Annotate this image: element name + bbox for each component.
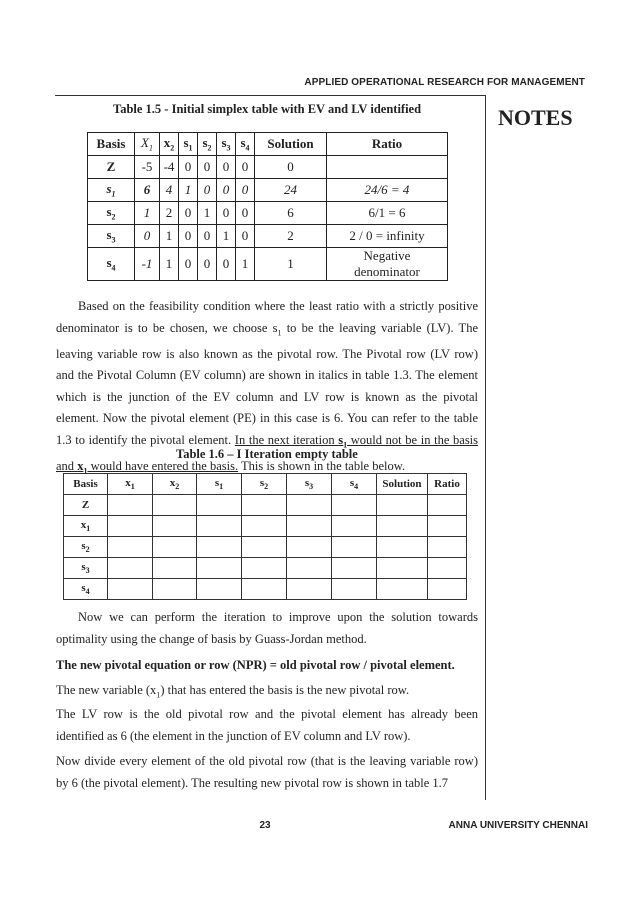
table-cell: 0 bbox=[217, 156, 236, 179]
header-cell: $x_2$ bbox=[160, 133, 179, 156]
table-row bbox=[64, 579, 467, 600]
table-cell: -5 bbox=[135, 156, 160, 179]
table-cell: 24/6 = 4 bbox=[327, 179, 448, 202]
table-cell: 0 bbox=[217, 179, 236, 202]
table-row bbox=[88, 156, 448, 179]
table-row bbox=[64, 495, 467, 516]
table-row bbox=[64, 537, 467, 558]
table-header-row bbox=[64, 474, 467, 495]
table-cell: 1 bbox=[179, 179, 198, 202]
table-cell: 0 bbox=[179, 156, 198, 179]
table-cell: 0 bbox=[255, 156, 327, 179]
header-cell: $s_4$ bbox=[332, 474, 377, 495]
header-cell: $s_4$ bbox=[236, 133, 255, 156]
header-cell: Ratio bbox=[327, 133, 448, 156]
table-cell: 2 bbox=[160, 202, 179, 225]
basis-cell: $s_2$ bbox=[88, 202, 135, 225]
basis-cell: $s_2$ bbox=[64, 537, 108, 558]
header-cell: Ratio bbox=[428, 474, 467, 495]
header-cell: $s_2$ bbox=[198, 133, 217, 156]
header-rule bbox=[55, 95, 486, 96]
header-cell: $s_1$ bbox=[197, 474, 242, 495]
table-cell: 0 bbox=[236, 156, 255, 179]
basis-cell: Z bbox=[88, 156, 135, 179]
table-cell: -4 bbox=[160, 156, 179, 179]
basis-cell: $s_4$ bbox=[64, 579, 108, 600]
table-cell: 6/1 = 6 bbox=[327, 202, 448, 225]
header-cell: $x_2$ bbox=[153, 474, 197, 495]
table-row bbox=[88, 202, 448, 225]
header-cell: $s_3$ bbox=[287, 474, 332, 495]
explanation-paragraph: Based on the feasibility condition where the least ratio with a strictly positive denominator is to be chosen, we choose $s_1$ to be the leaving variable (LV). The leaving variable row is also known as the pivotal row. The Pivotal row (LV row) and the Pivotal Column (EV column) are shown in italics in table 1.3. The element which is the junction of the EV column and LV row is known as the pivotal element. Now the pivotal element (PE) in this case is 6. You can refer to the table 1.3 to identify the pivotal element. In the next iteration $s_1$ would not be in the basis and $x_1$ would have entered the basis. This is shown in the table below. bbox=[56, 299, 479, 475]
lv-row-paragraph: The LV row is the old pivotal row and the pivotal element has already been identified as 6 (the element in the junction of EV column and LV row). bbox=[56, 707, 478, 743]
basis-cell: $s_1$ bbox=[88, 179, 135, 202]
table-1-6-caption: Table 1.6 – I Iteration empty table bbox=[176, 447, 358, 461]
table-cell: 1 bbox=[236, 248, 255, 281]
margin-rule bbox=[485, 95, 486, 800]
table-cell: 6 bbox=[135, 179, 160, 202]
table-cell: 0 bbox=[236, 202, 255, 225]
iteration-empty-table bbox=[63, 473, 467, 600]
table-row bbox=[64, 558, 467, 579]
table-cell: 0 bbox=[198, 248, 217, 281]
table-cell: 1 bbox=[135, 202, 160, 225]
divide-paragraph: Now divide every element of the old pivotal row (that is the leaving variable row) by 6 (the pivotal element). The resulting new pivotal row is shown in table 1.7 bbox=[56, 754, 478, 790]
table-cell: 0 bbox=[135, 225, 160, 248]
basis-cell: $s_3$ bbox=[88, 225, 135, 248]
table-cell: 2 / 0 = infinity bbox=[327, 225, 448, 248]
table-cell: -1 bbox=[135, 248, 160, 281]
header-cell: Basis bbox=[64, 474, 108, 495]
table-cell: 1 bbox=[160, 225, 179, 248]
table-cell: 1 bbox=[160, 248, 179, 281]
table-cell: 0 bbox=[179, 202, 198, 225]
table-row bbox=[64, 516, 467, 537]
table-row bbox=[88, 225, 448, 248]
new-variable-paragraph: The new variable $(x_1)$ that has entered the basis is the new pivotal row. bbox=[56, 683, 410, 700]
table-cell: Negative denominator bbox=[327, 248, 448, 281]
basis-cell: $s_4$ bbox=[88, 248, 135, 281]
header-cell: $s_3$ bbox=[217, 133, 236, 156]
npr-formula: The new pivotal equation or row (NPR) = old pivotal row / pivotal element. bbox=[56, 658, 455, 672]
table-cell: 0 bbox=[198, 225, 217, 248]
footer-university: ANNA UNIVERSITY CHENNAI bbox=[448, 820, 588, 831]
header-cell: Solution bbox=[255, 133, 327, 156]
basis-cell: $x_1$ bbox=[64, 516, 108, 537]
iteration-paragraph: Now we can perform the iteration to improve upon the solution towards optimality using the change of basis by Guass-Jordan method. bbox=[56, 610, 478, 646]
table-cell: 4 bbox=[160, 179, 179, 202]
header-cell: Solution bbox=[377, 474, 428, 495]
header-cell: $x_1$ bbox=[108, 474, 153, 495]
table-cell bbox=[327, 156, 448, 179]
basis-cell: $s_3$ bbox=[64, 558, 108, 579]
page-number: 23 bbox=[259, 820, 271, 831]
table-header-row bbox=[88, 133, 448, 156]
running-header: APPLIED OPERATIONAL RESEARCH FOR MANAGEMENT bbox=[304, 77, 585, 88]
table-cell: 0 bbox=[217, 248, 236, 281]
header-cell: Basis bbox=[88, 133, 135, 156]
table-cell: 2 bbox=[255, 225, 327, 248]
table-cell: 0 bbox=[179, 248, 198, 281]
header-cell: $s_1$ bbox=[179, 133, 198, 156]
header-cell: $s_2$ bbox=[242, 474, 287, 495]
notes-label: NOTES bbox=[498, 105, 573, 130]
initial-simplex-table bbox=[87, 132, 448, 281]
table-cell: 0 bbox=[198, 156, 217, 179]
table-cell: 0 bbox=[217, 202, 236, 225]
table-1-5-caption: Table 1.5 - Initial simplex table with EV and LV identified bbox=[113, 102, 422, 116]
table-cell: 0 bbox=[179, 225, 198, 248]
table-row bbox=[88, 248, 448, 281]
table-cell: 24 bbox=[255, 179, 327, 202]
table-cell: 1 bbox=[217, 225, 236, 248]
pivot-row bbox=[88, 179, 448, 202]
table-cell: 1 bbox=[198, 202, 217, 225]
table-cell: 1 bbox=[255, 248, 327, 281]
basis-cell: Z bbox=[64, 495, 108, 516]
table-cell: 0 bbox=[198, 179, 217, 202]
header-cell: $X_1$ bbox=[135, 133, 160, 156]
table-cell: 0 bbox=[236, 179, 255, 202]
table-cell: 6 bbox=[255, 202, 327, 225]
table-cell: 0 bbox=[236, 225, 255, 248]
